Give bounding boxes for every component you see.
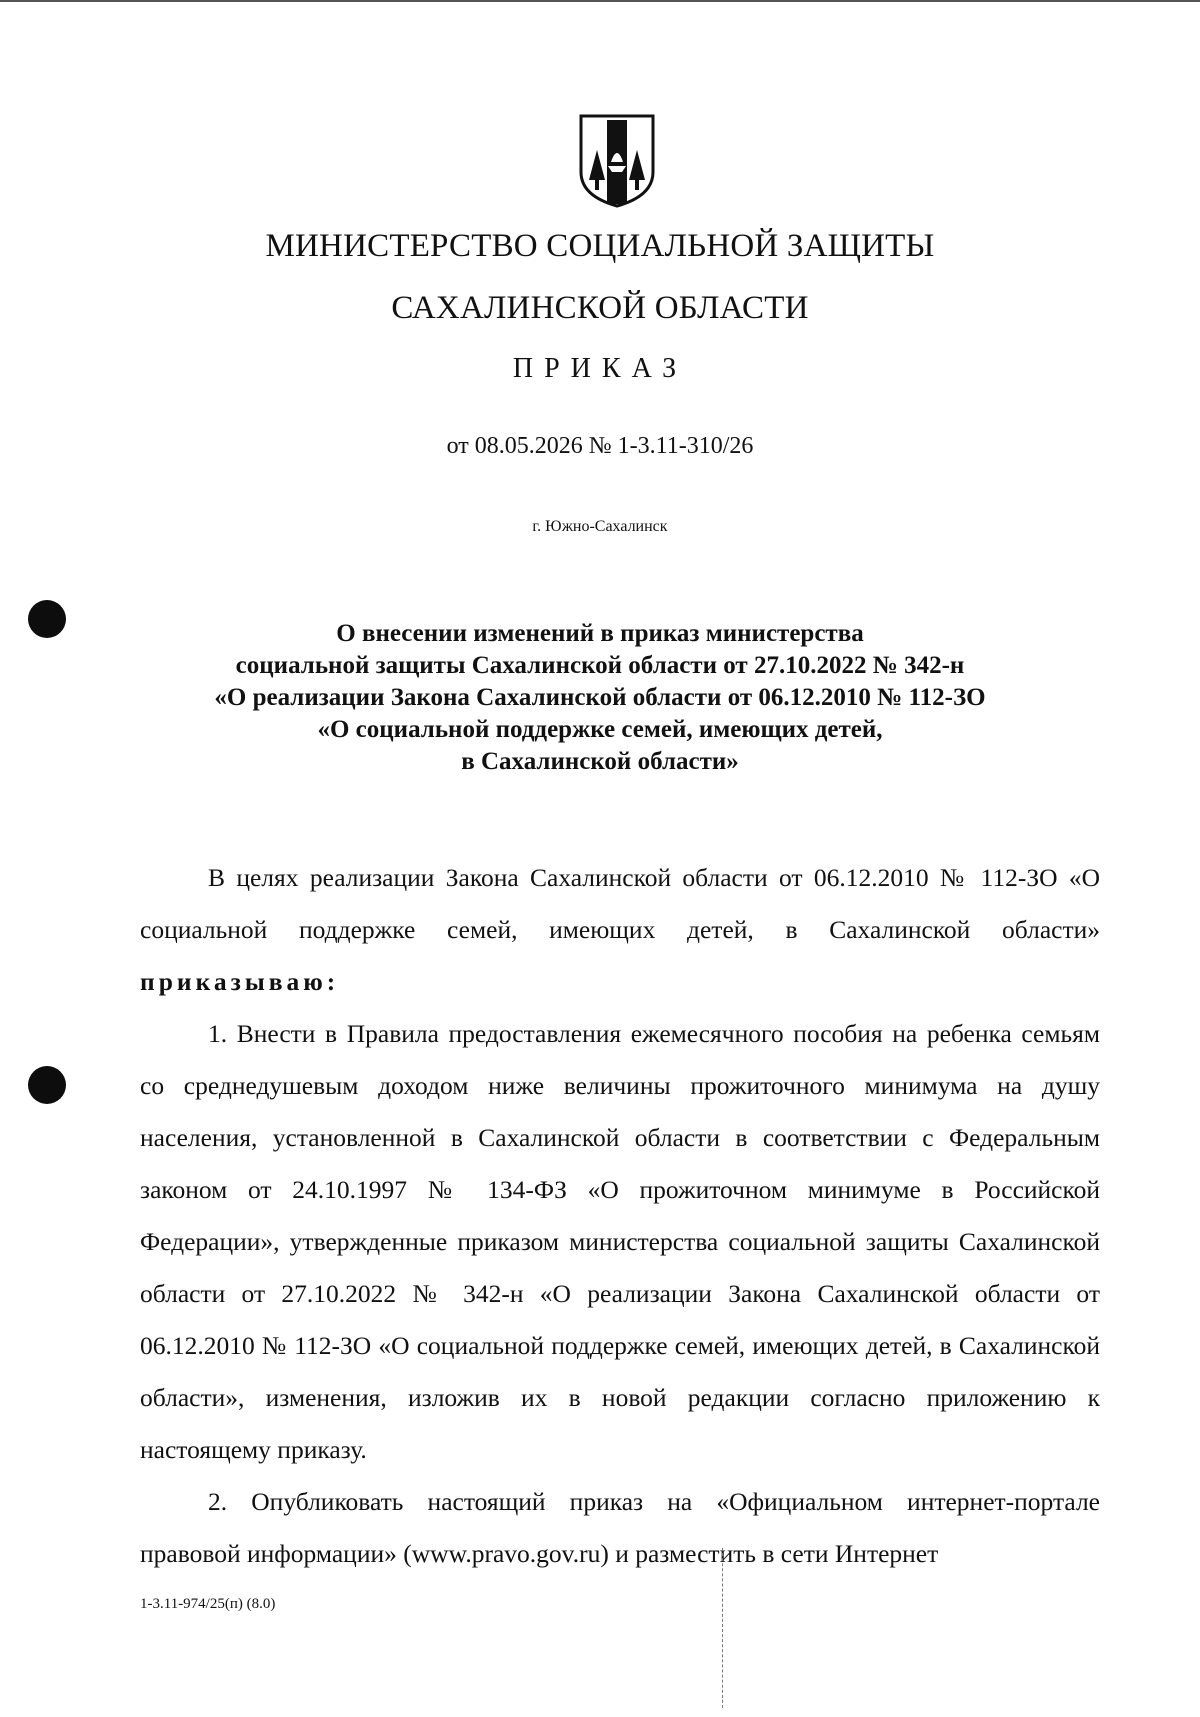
punch-hole-bottom [28,1066,66,1104]
item-2-paragraph: 2. Опубликовать настоящий приказ на «Официальном интернет-портале правовой информации» (www.pravo.gov.ru) и разместить в сети Интернет [140,1487,1100,1568]
command-word: приказываю: [140,967,340,996]
sakhalin-coat-of-arms-icon [577,114,657,208]
item-1-paragraph: 1. Внести в Правила предоставления ежемесячного пособия на ребенка семьям со среднедушевым доходом ниже величины прожиточного минимума на душу населения, установленной в Сахалинской области в соответствии с Федеральным законом от 24.10.1997 № 134-ФЗ «О прожиточном минимуме в Российской Федерации», утвержденные приказом министерства социальной защиты Сахалинской области от 27.10.2022 № 342-н «О реализации Закона Сахалинской области от 06.12.2010 № 112-ЗО «О социальной поддержке семей, имеющих детей, в Сахалинской области», изменения, изложив их в новой редакции согласно приложению к настоящему приказу. [140,1019,1100,1464]
subject-line: О внесении изменений в приказ министерства [336,620,864,647]
preamble-paragraph [140,852,1100,1008]
order-body [140,852,1100,1580]
issue-city: г. Южно-Сахалинск [532,518,668,535]
scan-fold-mark [722,1548,723,1708]
order-date-number: от 08.05.2026 № 1-3.11-310/26 [446,433,754,459]
order-subject [130,618,1070,778]
punch-hole-top [28,600,66,638]
scan-top-edge [0,0,1200,2]
subject-line: в Сахалинской области» [461,748,739,775]
preamble-text: В целях реализации Закона Сахалинской области от 06.12.2010 № 112-ЗО «О социальной поддержке семей, имеющих детей, в Сахалинской области» [140,863,1100,944]
subject-line: социальной защиты Сахалинской области от 27.10.2022 № 342-н [235,652,965,679]
subject-line: «О социальной поддержке семей, имеющих детей, [317,716,883,743]
document-code: 1-3.11-974/25(п) (8.0) [140,1596,276,1612]
order-title: ПРИКАЗ [512,353,688,384]
subject-line: «О реализации Закона Сахалинской области от 06.12.2010 № 112-ЗО [214,684,986,711]
ministry-name-line2: САХАЛИНСКОЙ ОБЛАСТИ [391,290,809,326]
ministry-name-line1: МИНИСТЕРСТВО СОЦИАЛЬНОЙ ЗАЩИТЫ [265,228,935,264]
